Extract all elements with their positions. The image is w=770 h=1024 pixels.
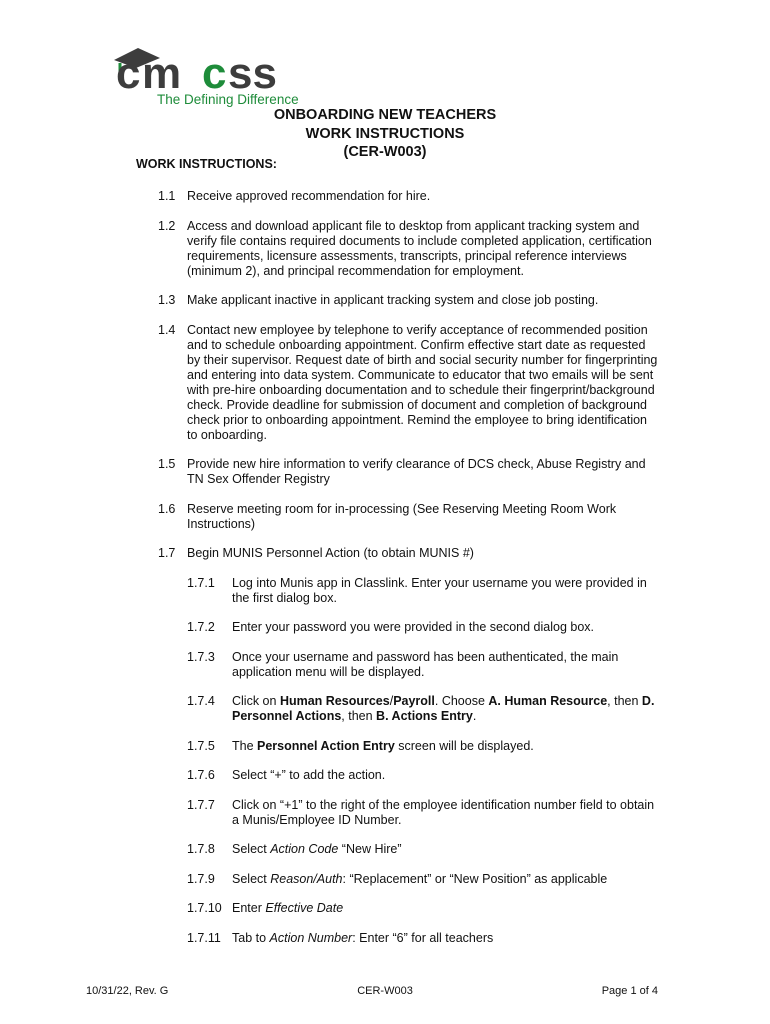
substep-text [232,694,658,724]
substep-text [232,931,658,946]
substep-text [232,739,658,754]
step-number: 1.3 [158,293,176,307]
substep-text [232,901,658,916]
title-line-3: (CER-W003) [343,144,427,160]
step-1-7 [158,546,658,561]
substep-1-7-8 [187,842,658,857]
step-text: Receive approved recommendation for hire. [187,189,431,203]
field-reference: Action Number [269,930,353,945]
section-heading: WORK INSTRUCTIONS: [136,157,277,171]
step-1-4 [158,323,658,443]
menu-reference: A. Human Resource [488,694,608,708]
menu-reference: B. Actions Entry [376,709,473,723]
menu-reference: D. Personnel Actions [232,694,655,723]
footer-revision: 10/31/22, Rev. G [86,985,169,997]
svg-text:m: m [142,49,181,98]
text-run: Select [232,842,271,856]
svg-text:ss: ss [228,49,277,98]
step-number: 1.1 [158,189,176,203]
substep-1-7-7 [187,798,658,828]
svg-text:c: c [116,49,140,98]
substep-number: 1.7.4 [187,694,215,708]
substep-number: 1.7.2 [187,620,215,634]
step-text: Make applicant inactive in applicant tracking system and close job posting. [187,293,599,307]
substep-number: 1.7.3 [187,649,215,664]
step-number: 1.4 [158,322,176,337]
substep-number: 1.7.11 [187,930,221,945]
svg-text:c: c [202,49,227,98]
substep-number: 1.7.5 [187,738,215,753]
text-run: The [232,738,258,753]
substep-1-7-4 [187,694,658,724]
step-1-6 [158,502,658,532]
step-1-1 [158,189,658,204]
substep-number: 1.7.6 [187,768,215,782]
step-number: 1.6 [158,501,176,516]
text-run: screen will be displayed. [394,738,534,753]
text-run: Select [232,871,271,886]
step-text: Provide new hire information to verify clearance of DCS check, Abuse Registry and TN Sex Offender Registry [187,457,646,486]
text-run: Enter [232,901,266,915]
text-run: Click on [232,694,280,708]
footer-doc-code: CER-W003 [357,985,413,997]
document-title [0,106,770,162]
menu-reference: Human Resources [279,694,390,708]
substep-text: Log into Munis app in Classlink. Enter your username you were provided in the first dialog box. [232,575,647,605]
substep-number: 1.7.1 [187,575,215,590]
step-text: Reserve meeting room for in-processing (See Reserving Meeting Room Work Instructions) [187,501,617,531]
step-1-5 [158,457,658,487]
text-run: : Enter “6” for all teachers [352,930,494,945]
text-run: Tab to [232,930,270,945]
step-number: 1.5 [158,457,176,471]
step-text: Begin MUNIS Personnel Action (to obtain MUNIS #) [187,546,474,560]
substep-text: Enter your password you were provided in the second dialog box. [232,620,595,634]
substep-1-7-5 [187,739,658,754]
substep-1-7-6 [187,768,658,783]
step-text: Contact new employee by telephone to verify acceptance of recommended position and to schedule onboarding appointment. Confirm effective start date as requested by their supervisor. Request date of birth and social security number for fingerprinting and entering into data system. Communicate to educator that two emails will be sent with pre-hire onboarding documentation and to schedule their fingerprint/background check. Provide deadline for submission of document and completion of background check prior to onboarding appointment. Remind the employee to bring identification to onboarding. [187,322,658,442]
screen-reference: Personnel Action Entry [257,738,395,753]
step-text: Access and download applicant file to desktop from applicant tracking system and verify file contains required documents to include completed application, certification requirements, licensure assessments, transcripts, principal reference interviews (minimum 2), and principal recommendation for employment. [187,218,652,278]
cmcss-logo [110,44,300,108]
text-run: , then [341,709,377,723]
step-number: 1.2 [158,218,176,233]
substep-number: 1.7.9 [187,871,215,886]
substep-text: Select “+” to add the action. [232,768,386,782]
text-run: “New Hire” [338,842,402,856]
field-reference: Effective Date [265,901,344,915]
substep-text: Once your username and password has been authenticated, the main application menu will be displayed. [232,649,619,679]
substep-number: 1.7.7 [187,797,215,812]
instructions-list [158,189,658,960]
field-reference: Reason/Auth [270,871,343,886]
text-run: . [472,709,477,723]
menu-reference: Payroll [393,694,435,708]
substep-1-7-2 [187,620,658,635]
footer-page-number: Page 1 of 4 [601,985,658,997]
substep-1-7-10 [187,901,658,916]
title-line-1: ONBOARDING NEW TEACHERS [273,107,497,123]
text-run: , then [607,694,642,708]
substep-1-7-9 [187,872,658,887]
text-run: . Choose [434,694,489,708]
substep-1-7-11 [187,931,658,946]
title-line-2: WORK INSTRUCTIONS [305,125,465,142]
substep-text: Click on “+1” to the right of the employee identification number field to obtain a Munis/Employee ID Number. [232,797,655,827]
text-run: : “Replacement” or “New Position” as applicable [342,871,608,886]
substep-text [232,872,658,887]
text-run: / [389,694,394,708]
substep-text [232,842,658,857]
substep-number: 1.7.10 [187,901,222,915]
substep-1-7-3 [187,650,658,680]
step-number: 1.7 [158,546,176,560]
step-1-3 [158,293,658,308]
substep-1-7-1 [187,576,658,606]
field-reference: Action Code [270,842,339,856]
substep-number: 1.7.8 [187,842,215,856]
step-1-2 [158,219,658,279]
svg-text:The Defining Difference: The Defining Difference [157,92,299,107]
